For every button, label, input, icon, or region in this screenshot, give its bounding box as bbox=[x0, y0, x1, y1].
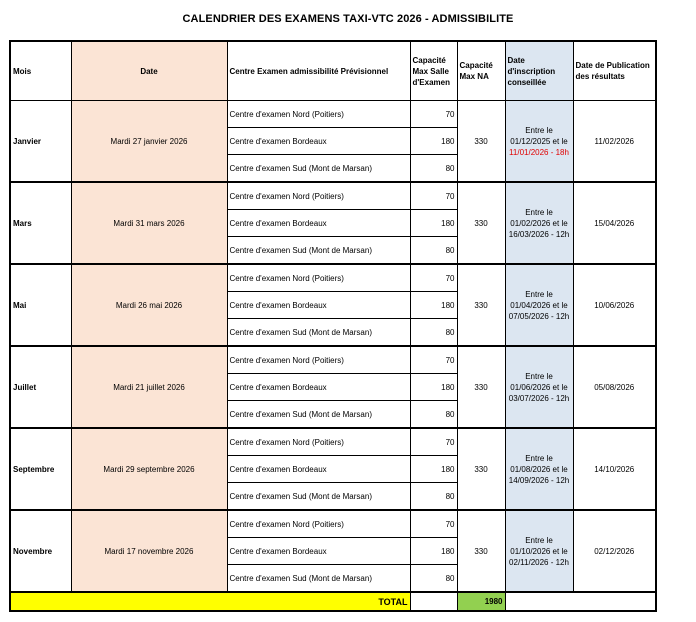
inscription-line: 01/02/2026 et le bbox=[510, 218, 568, 228]
capacity-cell: 70 bbox=[410, 264, 457, 292]
centre-cell: Centre d'examen Nord (Poitiers) bbox=[227, 182, 410, 210]
centre-cell: Centre d'examen Sud (Mont de Marsan) bbox=[227, 565, 410, 593]
centre-cell: Centre d'examen Nord (Poitiers) bbox=[227, 510, 410, 538]
header-publication: Date de Publication des résultats bbox=[573, 41, 656, 101]
capacity-na-cell: 330 bbox=[457, 264, 505, 346]
capacity-cell: 70 bbox=[410, 510, 457, 538]
capacity-cell: 180 bbox=[410, 292, 457, 319]
table-row bbox=[10, 510, 656, 538]
date-cell: Mardi 17 novembre 2026 bbox=[71, 510, 227, 592]
centre-cell: Centre d'examen Nord (Poitiers) bbox=[227, 101, 410, 128]
inscription-line: Entre le bbox=[525, 207, 553, 217]
total-empty-cell bbox=[410, 592, 457, 611]
table-row bbox=[10, 182, 656, 210]
inscription-line: 01/12/2025 et le bbox=[510, 136, 568, 146]
header-inscription: Date d'inscription conseillée bbox=[505, 41, 573, 101]
header-cap-salle: Capacité Max Salle d'Examen bbox=[410, 41, 457, 101]
header-date: Date bbox=[71, 41, 227, 101]
centre-cell: Centre d'examen Sud (Mont de Marsan) bbox=[227, 319, 410, 347]
header-row bbox=[10, 41, 656, 101]
header-centre: Centre Examen admissibilité Prévisionnel bbox=[227, 41, 410, 101]
capacity-cell: 180 bbox=[410, 210, 457, 237]
inscription-line: 16/03/2026 - 12h bbox=[508, 229, 570, 239]
header-cap-na: Capacité Max NA bbox=[457, 41, 505, 101]
inscription-cell bbox=[505, 428, 573, 510]
publication-cell: 02/12/2026 bbox=[573, 510, 656, 592]
table-row bbox=[10, 428, 656, 456]
capacity-cell: 70 bbox=[410, 346, 457, 374]
capacity-cell: 80 bbox=[410, 319, 457, 347]
inscription-cell bbox=[505, 264, 573, 346]
date-cell: Mardi 26 mai 2026 bbox=[71, 264, 227, 346]
centre-cell: Centre d'examen Bordeaux bbox=[227, 456, 410, 483]
centre-cell: Centre d'examen Sud (Mont de Marsan) bbox=[227, 401, 410, 429]
centre-cell: Centre d'examen Sud (Mont de Marsan) bbox=[227, 483, 410, 511]
inscription-cell bbox=[505, 182, 573, 264]
centre-cell: Centre d'examen Bordeaux bbox=[227, 210, 410, 237]
capacity-na-cell: 330 bbox=[457, 428, 505, 510]
inscription-line: 01/10/2026 et le bbox=[510, 546, 568, 556]
date-cell: Mardi 27 janvier 2026 bbox=[71, 101, 227, 183]
centre-cell: Centre d'examen Sud (Mont de Marsan) bbox=[227, 155, 410, 183]
inscription-cell bbox=[505, 101, 573, 183]
publication-cell: 15/04/2026 bbox=[573, 182, 656, 264]
publication-cell: 11/02/2026 bbox=[573, 101, 656, 183]
capacity-cell: 70 bbox=[410, 101, 457, 128]
centre-cell: Centre d'examen Nord (Poitiers) bbox=[227, 346, 410, 374]
capacity-cell: 80 bbox=[410, 401, 457, 429]
exam-calendar-table bbox=[9, 40, 657, 612]
inscription-line: 02/11/2026 - 12h bbox=[509, 557, 569, 567]
month-cell: Mai bbox=[10, 264, 71, 346]
centre-cell: Centre d'examen Bordeaux bbox=[227, 292, 410, 319]
total-empty-cell bbox=[505, 592, 656, 611]
inscription-line: Entre le bbox=[525, 453, 553, 463]
capacity-na-cell: 330 bbox=[457, 101, 505, 183]
inscription-line: 07/05/2026 - 12h bbox=[508, 311, 570, 321]
centre-cell: Centre d'examen Bordeaux bbox=[227, 128, 410, 155]
capacity-cell: 80 bbox=[410, 565, 457, 593]
capacity-cell: 80 bbox=[410, 483, 457, 511]
inscription-line: 01/06/2026 et le bbox=[510, 382, 568, 392]
inscription-line: Entre le bbox=[525, 289, 553, 299]
page-title: CALENDRIER DES EXAMENS TAXI-VTC 2026 - ADMISSIBILITE bbox=[182, 13, 514, 25]
month-cell: Septembre bbox=[10, 428, 71, 510]
capacity-na-cell: 330 bbox=[457, 346, 505, 428]
capacity-cell: 80 bbox=[410, 155, 457, 183]
capacity-cell: 180 bbox=[410, 128, 457, 155]
date-cell: Mardi 29 septembre 2026 bbox=[71, 428, 227, 510]
table-row bbox=[10, 346, 656, 374]
table-row bbox=[10, 264, 656, 292]
capacity-cell: 180 bbox=[410, 456, 457, 483]
month-cell: Novembre bbox=[10, 510, 71, 592]
centre-cell: Centre d'examen Bordeaux bbox=[227, 538, 410, 565]
total-value: 1980 bbox=[457, 592, 505, 611]
publication-cell: 05/08/2026 bbox=[573, 346, 656, 428]
total-label: TOTAL bbox=[10, 592, 410, 611]
capacity-cell: 70 bbox=[410, 428, 457, 456]
inscription-cell bbox=[505, 510, 573, 592]
capacity-na-cell: 330 bbox=[457, 182, 505, 264]
centre-cell: Centre d'examen Nord (Poitiers) bbox=[227, 264, 410, 292]
date-cell: Mardi 31 mars 2026 bbox=[71, 182, 227, 264]
header-mois: Mois bbox=[10, 41, 71, 101]
table-row bbox=[10, 101, 656, 128]
month-cell: Mars bbox=[10, 182, 71, 264]
inscription-line: 01/08/2026 et le bbox=[510, 464, 568, 474]
total-row bbox=[10, 592, 656, 611]
centre-cell: Centre d'examen Bordeaux bbox=[227, 374, 410, 401]
date-cell: Mardi 21 juillet 2026 bbox=[71, 346, 227, 428]
inscription-line: 11/01/2026 - 18h bbox=[509, 147, 569, 157]
month-cell: Juillet bbox=[10, 346, 71, 428]
inscription-line: Entre le bbox=[525, 371, 553, 381]
month-cell: Janvier bbox=[10, 101, 71, 183]
centre-cell: Centre d'examen Nord (Poitiers) bbox=[227, 428, 410, 456]
capacity-cell: 70 bbox=[410, 182, 457, 210]
inscription-cell bbox=[505, 346, 573, 428]
capacity-cell: 180 bbox=[410, 374, 457, 401]
inscription-line: 03/07/2026 - 12h bbox=[508, 393, 570, 403]
publication-cell: 14/10/2026 bbox=[573, 428, 656, 510]
inscription-line: Entre le bbox=[525, 125, 553, 135]
capacity-cell: 80 bbox=[410, 237, 457, 265]
capacity-na-cell: 330 bbox=[457, 510, 505, 592]
centre-cell: Centre d'examen Sud (Mont de Marsan) bbox=[227, 237, 410, 265]
publication-cell: 10/06/2026 bbox=[573, 264, 656, 346]
inscription-line: 01/04/2026 et le bbox=[510, 300, 568, 310]
inscription-line: 14/09/2026 - 12h bbox=[508, 475, 570, 485]
inscription-line: Entre le bbox=[525, 535, 553, 545]
capacity-cell: 180 bbox=[410, 538, 457, 565]
